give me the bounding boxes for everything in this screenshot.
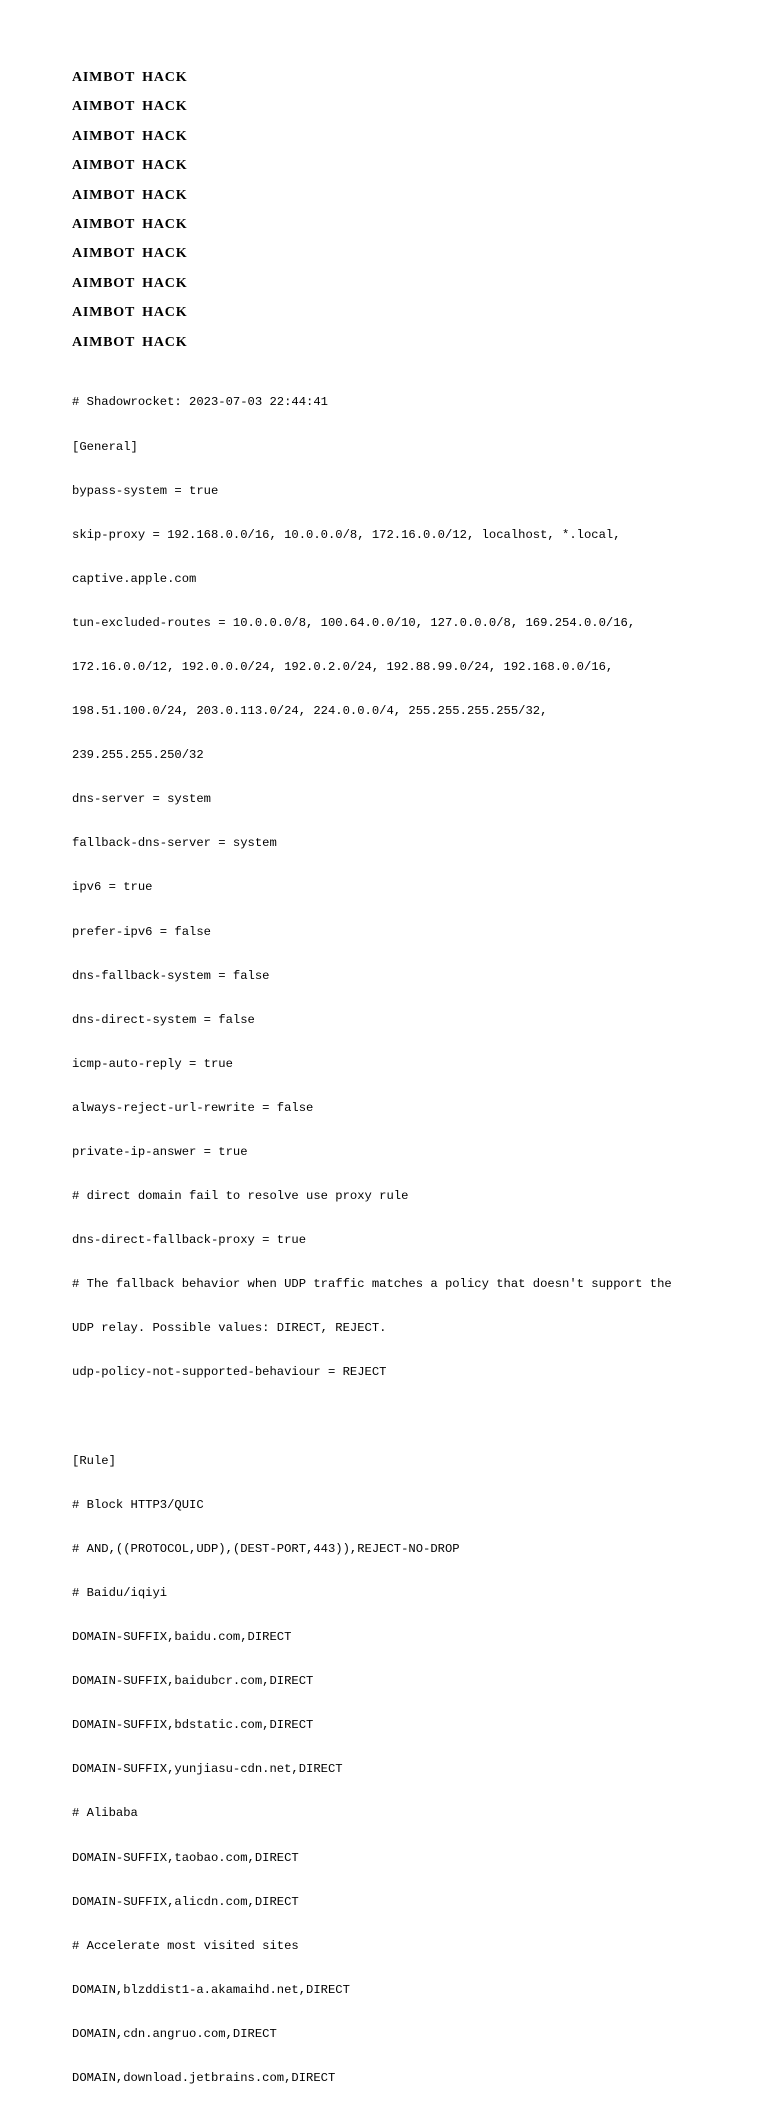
config-line: bypass-system = true (72, 483, 219, 498)
config-line: udp-policy-not-supported-behaviour = REJECT (72, 1365, 387, 1380)
config-line: DOMAIN-SUFFIX,bdstatic.com,DIRECT (72, 1718, 314, 1733)
config-line (72, 1410, 672, 1425)
config-line: private-ip-answer = true (72, 1145, 248, 1159)
config-line: dns-fallback-system = false (72, 968, 270, 983)
heading-aimbot-hack: AIMBOT HACK (72, 158, 188, 174)
config-line: dns-server = system (72, 792, 211, 807)
config-line: DOMAIN-SUFFIX,baidu.com,DIRECT (72, 1630, 292, 1645)
heading-aimbot-hack: AIMBOT HACK (72, 128, 188, 144)
config-line: # Block HTTP3/QUIC (72, 1497, 204, 1512)
heading-aimbot-hack: AIMBOT HACK (72, 334, 188, 350)
config-line: [General] (72, 439, 138, 454)
heading-aimbot-hack: AIMBOT HACK (72, 187, 188, 203)
heading-aimbot-hack: AIMBOT HACK (72, 275, 188, 291)
config-line: 239.255.255.250/32 (72, 748, 204, 763)
config-line: DOMAIN,download.jetbrains.com,DIRECT (72, 2070, 336, 2085)
config-line: dns-direct-system = false (72, 1012, 255, 1027)
config-line: # Alibaba (72, 1806, 138, 1821)
config-line: 172.16.0.0/12, 192.0.0.0/24, 192.0.2.0/24, 192.88.99.0/24, 192.168.0.0/16, (72, 659, 614, 674)
config-line: DOMAIN-SUFFIX,yunjiasu-cdn.net,DIRECT (72, 1762, 343, 1777)
config-line: # Baidu/iqiyi (72, 1585, 168, 1600)
config-line: [Rule] (72, 1453, 116, 1468)
heading-aimbot-hack: AIMBOT HACK (72, 216, 188, 232)
config-line: UDP relay. Possible values: DIRECT, REJECT. (72, 1321, 387, 1336)
config-line: icmp-auto-reply = true (72, 1056, 233, 1071)
config-line: DOMAIN-SUFFIX,alicdn.com,DIRECT (72, 1894, 299, 1909)
heading-list (72, 69, 752, 352)
config-line: DOMAIN,cdn.angruo.com,DIRECT (72, 2026, 277, 2041)
config-line: 198.51.100.0/24, 203.0.113.0/24, 224.0.0.0/4, 255.255.255.255/32, (72, 704, 548, 719)
heading-aimbot-hack: AIMBOT HACK (72, 70, 188, 85)
config-line: # direct domain fail to resolve use proxy rule (72, 1189, 409, 1204)
config-line: # Accelerate most visited sites (72, 1938, 299, 1953)
config-line: skip-proxy = 192.168.0.0/16, 10.0.0.0/8, 172.16.0.0/12, localhost, *.local, (72, 527, 621, 542)
heading-aimbot-hack: AIMBOT HACK (72, 99, 188, 115)
config-line: DOMAIN-SUFFIX,baidubcr.com,DIRECT (72, 1674, 314, 1689)
config-line: always-reject-url-rewrite = false (72, 1100, 314, 1115)
config-line: DOMAIN-SUFFIX,taobao.com,DIRECT (72, 1850, 299, 1865)
heading-aimbot-hack: AIMBOT HACK (72, 246, 188, 262)
config-line: # Shadowrocket: 2023-07-03 22:44:41 (72, 395, 328, 410)
heading-aimbot-hack: AIMBOT HACK (72, 305, 188, 321)
config-line: ipv6 = true (72, 880, 153, 895)
document-page (72, 69, 752, 2085)
config-line: # AND,((PROTOCOL,UDP),(DEST-PORT,443)),REJECT-NO-DROP (72, 1541, 460, 1556)
config-line: dns-direct-fallback-proxy = true (72, 1233, 307, 1248)
config-line: tun-excluded-routes = 10.0.0.0/8, 100.64.0.0/10, 127.0.0.0/8, 169.254.0.0/16, (72, 615, 636, 630)
config-line: captive.apple.com (72, 571, 197, 586)
config-line: DOMAIN,blzddist1-a.akamaihd.net,DIRECT (72, 1982, 350, 1997)
config-line: prefer-ipv6 = false (72, 924, 211, 939)
shadowrocket-config-block (72, 366, 672, 2115)
config-line: # The fallback behavior when UDP traffic matches a policy that doesn't support the (72, 1277, 672, 1292)
config-line: fallback-dns-server = system (72, 836, 277, 851)
